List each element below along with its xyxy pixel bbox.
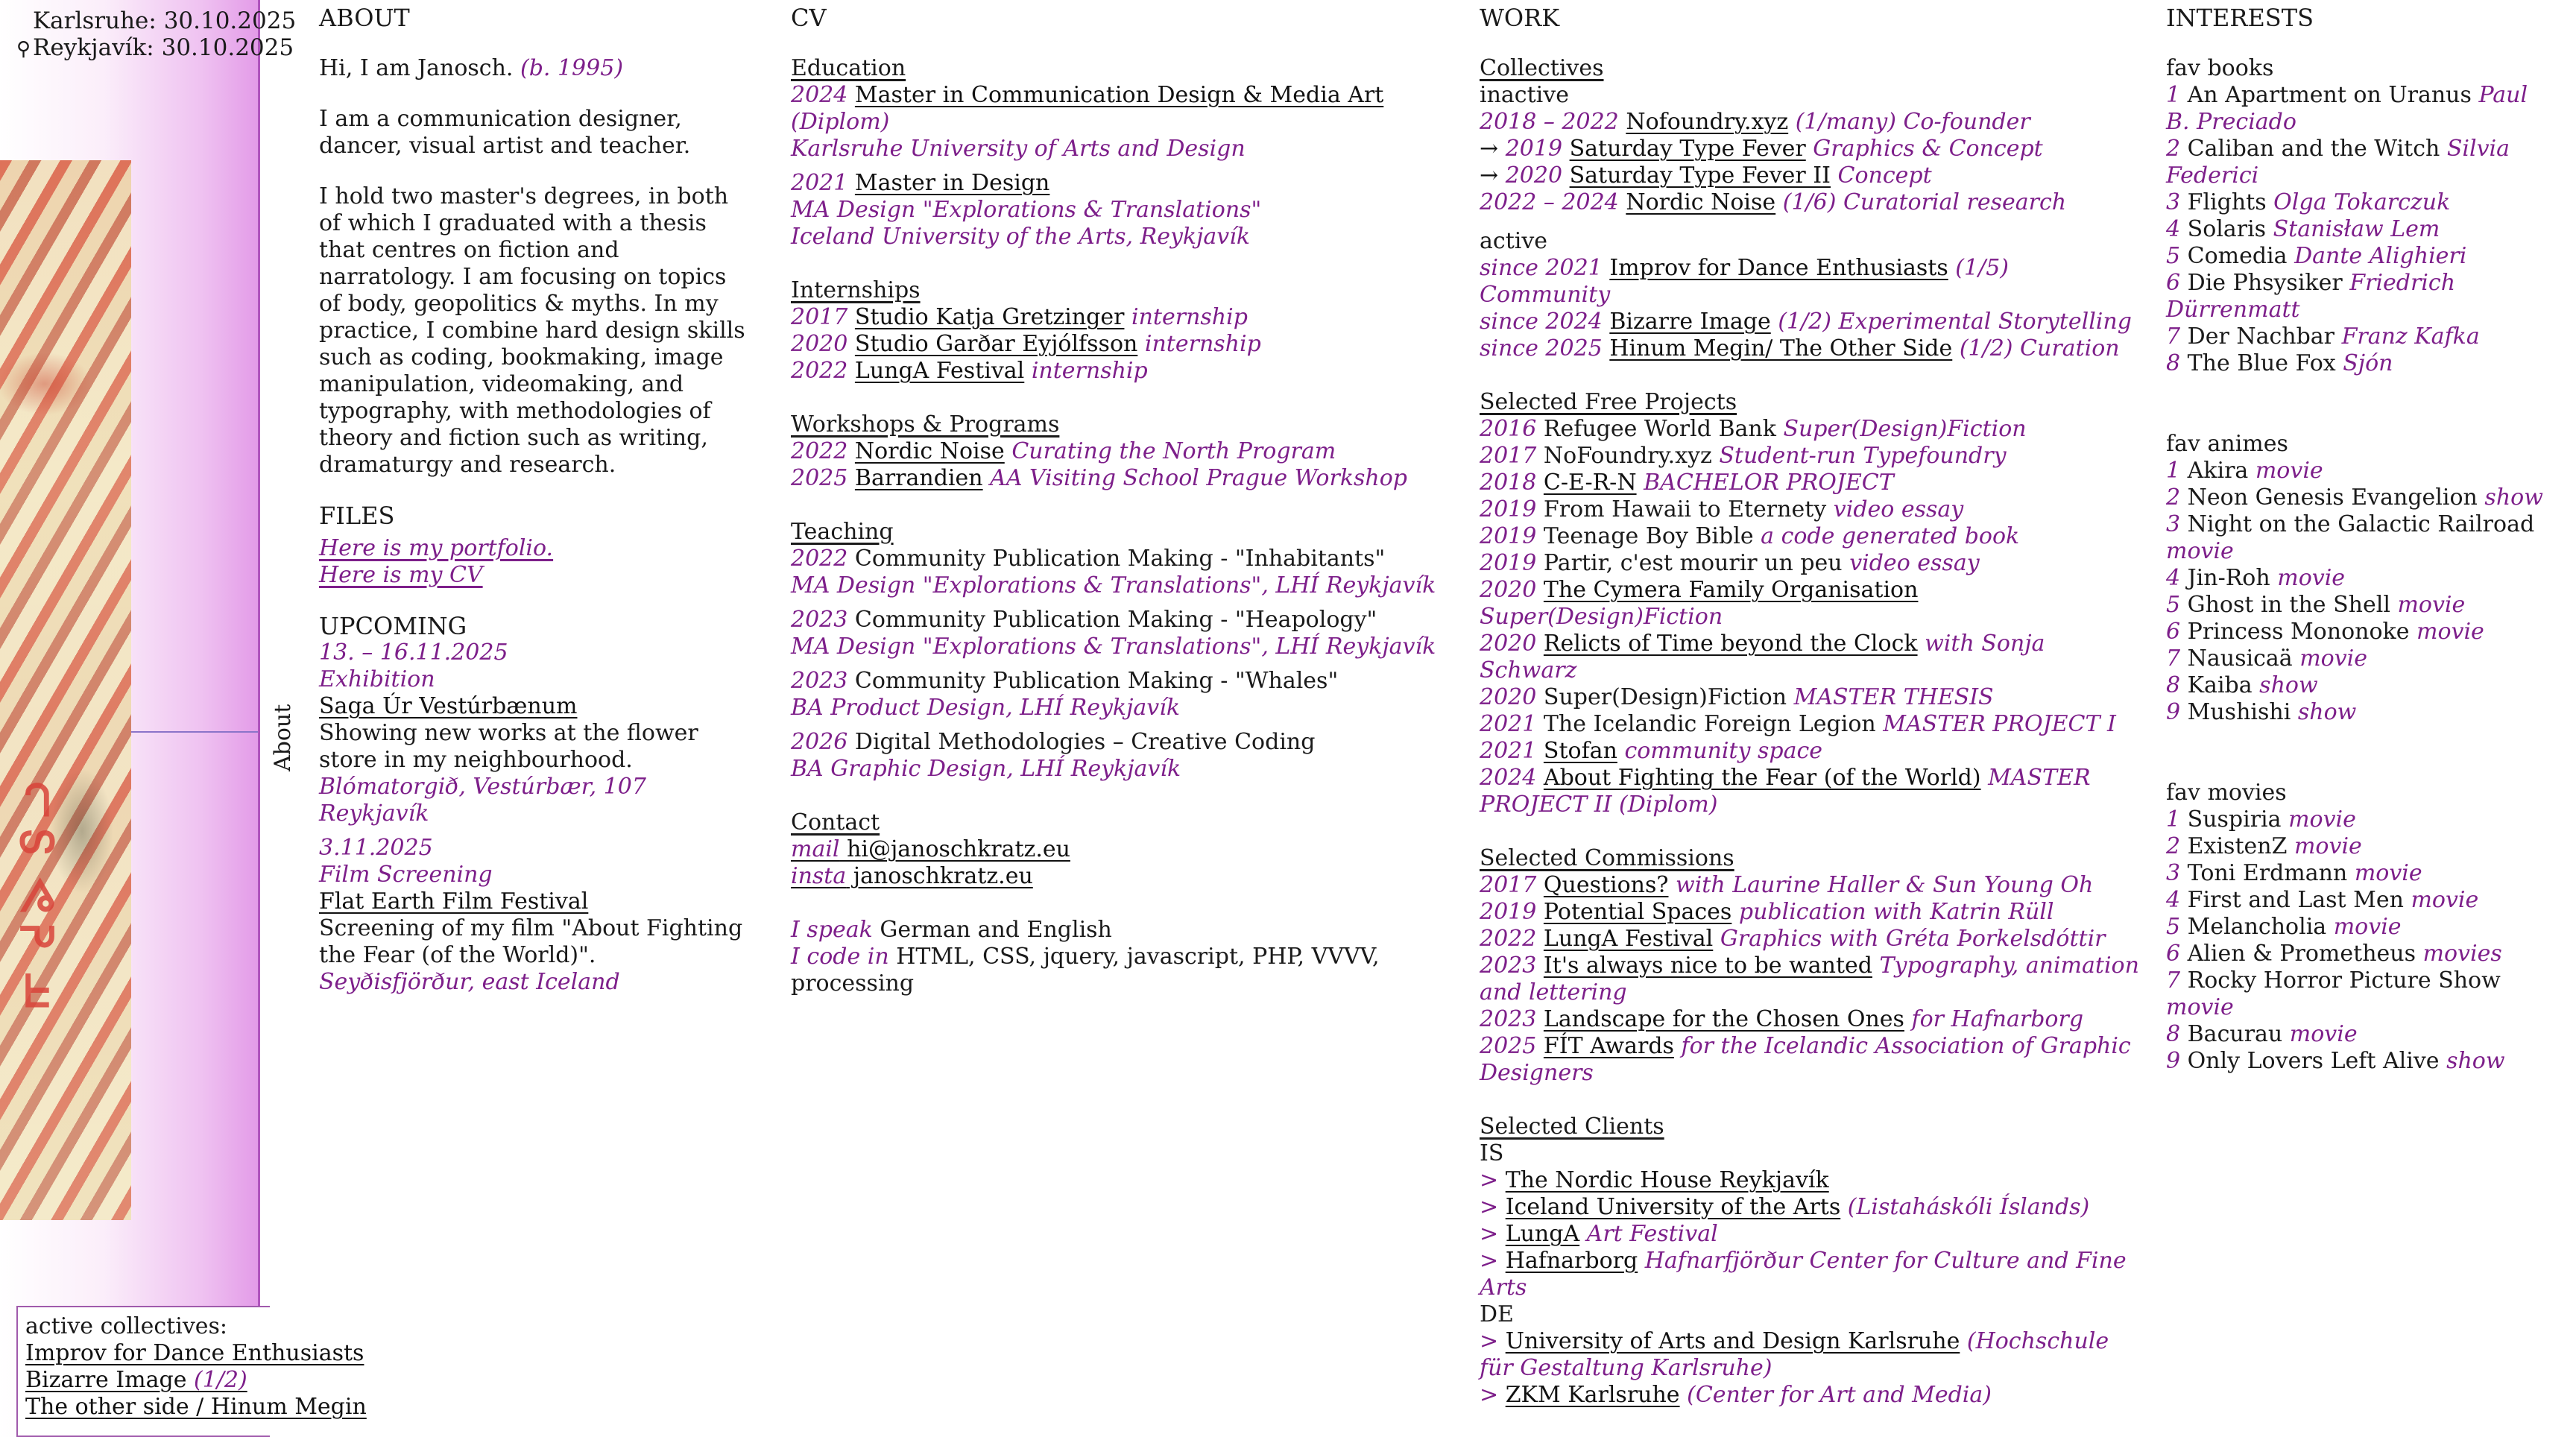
files-heading: FILES (319, 502, 395, 530)
item-meta: movie (2333, 914, 2402, 940)
item-meta: movie (2294, 833, 2362, 859)
internship-entry: 2022 LungA Festival internship (791, 358, 1148, 384)
workshop-entry: 2022 Nordic Noise Curating the North Program (791, 438, 1336, 464)
cv-link[interactable]: Here is my CV (319, 562, 483, 588)
movie-item (2166, 806, 2554, 833)
item-number: 3 (2166, 511, 2181, 537)
project-year: 2020 (1480, 577, 1537, 603)
project-year: 2019 (1480, 550, 1537, 576)
chevron-right-icon: > (1480, 1328, 1499, 1354)
artwork-image[interactable] (0, 160, 131, 1220)
commission-link[interactable]: Landscape for the Chosen Ones (1543, 1006, 1904, 1032)
collective-link[interactable]: Nordic Noise (1626, 189, 1776, 215)
movies-heading: fav movies (2166, 780, 2287, 806)
item-title: An Apartment on Uranus (2187, 82, 2472, 108)
item-meta: Dante Alighieri (2294, 243, 2467, 269)
client-link[interactable]: The Nordic House Reykjavík (1505, 1167, 1829, 1193)
anime-item (2166, 484, 2554, 511)
upcoming-item: 13. – 16.11.2025 Exhibition Saga Úr Vestúrbænum Showing new works at the flower store in my neighbourhood. Blómatorgið, Vestúrbær, 107 Reykjavík (319, 639, 755, 827)
collective-entry: → 2019 Saturday Type Fever Graphics & Concept (1480, 136, 2043, 162)
item-title: Toni Erdmann (2187, 860, 2348, 886)
item-number: 5 (2166, 914, 2181, 940)
project-note: MASTER PROJECT I (1883, 711, 2116, 737)
workshop-link[interactable]: Barrandien (854, 465, 983, 491)
collective-link-bizarre-image[interactable]: Bizarre Image (1/2) (25, 1367, 247, 1393)
about-intro: I am a communication designer, dancer, visual artist and teacher. (319, 106, 691, 159)
books-heading: fav books (2166, 55, 2274, 81)
commission-entry (1480, 926, 2139, 953)
free-project-entry (1480, 765, 2139, 818)
internship-link[interactable]: LungA Festival (854, 358, 1025, 384)
item-title: Kaiba (2187, 672, 2253, 698)
clock (16, 7, 296, 63)
arrow-right-icon: → (1480, 162, 1499, 189)
free-project-entry (1480, 416, 2139, 443)
collective-link[interactable]: Bizarre Image (1609, 309, 1771, 335)
work-heading: WORK (1480, 4, 1560, 32)
commission-year: 2022 (1480, 926, 1537, 952)
project-note: MASTER PROJECT II (Diplom) (1480, 765, 2091, 818)
languages: I speak German and English (791, 917, 1112, 943)
project-title: Refugee World Bank (1543, 416, 1776, 442)
teaching-entry: 2023 Community Publication Making - "Heapology" MA Design "Explorations & Translations", LHÍ Reykjavík (791, 607, 1436, 660)
item-number: 1 (2166, 458, 2181, 484)
contact-heading: Contact (791, 809, 880, 836)
movie-item (2166, 860, 2554, 887)
item-meta: Friedrich Dürrenmatt (2166, 270, 2456, 323)
book-item (2166, 243, 2554, 270)
client-entry (1480, 1194, 2139, 1221)
item-meta: Franz Kafka (2341, 323, 2480, 350)
item-title: Bacurau (2187, 1021, 2283, 1047)
book-item (2166, 82, 2554, 136)
item-title: Comedia (2187, 243, 2288, 269)
collectives-heading: Collectives (1480, 55, 1604, 81)
client-link[interactable]: University of Arts and Design Karlsruhe (1505, 1328, 1960, 1354)
project-title: Teenage Boy Bible (1543, 523, 1754, 549)
movie-item (2166, 887, 2554, 914)
free-project-entry (1480, 550, 2139, 577)
item-meta: movie (2288, 806, 2356, 833)
project-note: video essay (1849, 550, 1980, 576)
project-note: video essay (1833, 496, 1964, 522)
item-number: 6 (2166, 941, 2181, 967)
anime-item (2166, 458, 2554, 484)
client-link[interactable]: LungA (1505, 1221, 1580, 1247)
project-year: 2018 (1480, 470, 1537, 496)
cv-heading: CV (791, 4, 827, 32)
artwork-lettering: ᖷᕆᕓᔕᘂ (10, 771, 62, 1010)
free-project-entry (1480, 523, 2139, 550)
collective-entry: since 2021 Improv for Dance Enthusiasts (1/5) Community (1480, 255, 2009, 308)
education-heading: Education (791, 55, 906, 81)
project-title: Super(Design)Fiction (1543, 684, 1787, 710)
project-note: BACHELOR PROJECT (1644, 470, 1894, 496)
item-title: Mushishi (2187, 699, 2291, 725)
movie-item (2166, 1021, 2554, 1048)
collective-link[interactable]: Saturday Type Fever II (1569, 162, 1831, 189)
item-meta: Sjón (2343, 350, 2393, 376)
anime-item (2166, 645, 2554, 672)
collective-entry: since 2024 Bizarre Image (1/2) Experimental Storytelling (1480, 309, 2132, 335)
collective-link[interactable]: Nofoundry.xyz (1626, 109, 1789, 135)
arrow-right-icon: → (1480, 136, 1499, 162)
commission-entry (1480, 1006, 2139, 1033)
movie-item (2166, 833, 2554, 860)
item-meta: movie (2299, 645, 2368, 672)
client-link[interactable]: Iceland University of the Arts (1505, 1194, 1841, 1220)
commission-note: Graphics with Gréta Þorkelsdóttir (1720, 926, 2106, 952)
workshops-heading: Workshops & Programs (791, 411, 1060, 438)
book-item (2166, 323, 2554, 350)
education-title-link[interactable]: Master in Design (854, 170, 1050, 196)
collective-link[interactable]: Saturday Type Fever (1569, 136, 1806, 162)
project-note: a code generated book (1761, 523, 2020, 549)
commission-year: 2023 (1480, 953, 1537, 979)
item-number: 6 (2166, 619, 2181, 645)
location-pin-icon: ⚲ (16, 38, 31, 60)
item-number: 2 (2166, 484, 2181, 511)
free-project-entry (1480, 631, 2139, 684)
movie-item (2166, 967, 2554, 1021)
divider-line (131, 731, 258, 733)
item-meta: movie (2416, 619, 2484, 645)
item-number: 5 (2166, 243, 2181, 269)
project-note: Super(Design)Fiction (1480, 604, 1723, 630)
item-number: 5 (2166, 592, 2181, 618)
item-title: Der Nachbar (2187, 323, 2335, 350)
work-column (1480, 4, 2139, 1436)
item-title: Only Lovers Left Alive (2187, 1048, 2440, 1074)
chevron-right-icon: > (1480, 1167, 1499, 1193)
item-meta: movie (2411, 887, 2479, 913)
item-title: First and Last Men (2187, 887, 2404, 913)
project-link[interactable]: The Cymera Family Organisation (1543, 577, 1919, 603)
item-meta: show (2484, 484, 2543, 511)
collective-link[interactable]: Improv for Dance Enthusiasts (1609, 255, 1948, 281)
education-title-link[interactable]: Master in Communication Design & Media Art (854, 82, 1384, 108)
client-entry (1480, 1248, 2139, 1301)
active-label: active (1480, 228, 1548, 254)
item-meta: Paul B. Preciado (2166, 82, 2528, 135)
item-title: Akira (2187, 458, 2249, 484)
project-year: 2021 (1480, 738, 1537, 764)
free-project-entry (1480, 711, 2139, 738)
email-link[interactable]: mail hi@janoschkratz.eu (791, 836, 1070, 862)
movie-item (2166, 1048, 2554, 1075)
commission-year: 2019 (1480, 899, 1537, 925)
internship-entry: 2020 Studio Garðar Eyjólfsson internship (791, 331, 1261, 357)
item-meta: show (2259, 672, 2318, 698)
item-number: 7 (2166, 323, 2181, 350)
item-number: 2 (2166, 136, 2181, 162)
anime-item (2166, 699, 2554, 726)
about-column (319, 4, 755, 996)
client-entry (1480, 1167, 2139, 1194)
commission-year: 2023 (1480, 1006, 1537, 1032)
client-country: IS (1480, 1140, 1504, 1166)
client-note: Art Festival (1586, 1221, 1718, 1247)
anime-item (2166, 565, 2554, 592)
commission-entry (1480, 953, 2139, 1006)
project-year: 2017 (1480, 443, 1537, 469)
item-number: 1 (2166, 806, 2181, 833)
project-year: 2021 (1480, 711, 1537, 737)
about-heading: ABOUT (319, 4, 410, 32)
item-number: 7 (2166, 645, 2181, 672)
item-title: Ghost in the Shell (2187, 592, 2390, 618)
chevron-right-icon: > (1480, 1248, 1499, 1274)
item-meta: Stanisław Lem (2273, 216, 2440, 242)
clock-karlsruhe: Karlsruhe: 30.10.2025 (33, 7, 297, 34)
about-greeting: Hi, I am Janosch. (b. 1995) (319, 55, 624, 81)
project-link[interactable]: C-E-R-N (1543, 470, 1637, 496)
item-title: Melancholia (2187, 914, 2327, 940)
project-year: 2019 (1480, 523, 1537, 549)
item-number: 3 (2166, 189, 2181, 215)
upcoming-title-link[interactable]: Flat Earth Film Festival (319, 888, 589, 915)
free-projects-list (1480, 416, 2139, 818)
item-meta: movie (2166, 538, 2234, 564)
commissions-list (1480, 872, 2139, 1087)
commission-note: publication with Katrin Rüll (1738, 899, 2054, 925)
item-number: 4 (2166, 216, 2181, 242)
upcoming-title-link[interactable]: Saga Úr Vestúrbænum (319, 693, 578, 719)
item-meta: Olga Tokarczuk (2273, 189, 2451, 215)
item-meta: movie (2354, 860, 2422, 886)
commission-entry (1480, 1033, 2139, 1087)
project-title: The Icelandic Foreign Legion (1543, 711, 1876, 737)
workshop-link[interactable]: Nordic Noise (854, 438, 1005, 464)
client-link[interactable]: Hafnarborg (1505, 1248, 1638, 1274)
movie-item (2166, 914, 2554, 941)
item-meta: movie (2397, 592, 2466, 618)
item-number: 1 (2166, 82, 2181, 108)
item-title: Caliban and the Witch (2187, 136, 2440, 162)
book-item (2166, 270, 2554, 323)
project-link[interactable]: About Fighting the Fear (of the World) (1543, 765, 1981, 791)
animes-list (2166, 458, 2554, 726)
movies-list (2166, 806, 2554, 1075)
anime-item (2166, 619, 2554, 645)
item-title: Flights (2187, 189, 2267, 215)
commission-link[interactable]: LungA Festival (1543, 926, 1714, 952)
active-collectives-box (16, 1306, 367, 1437)
education-entry: 2024 Master in Communication Design & Media Art (Diplom) Karlsruhe University of Arts and Design (791, 82, 1384, 162)
free-project-entry (1480, 470, 2139, 496)
commission-link[interactable]: Questions? (1543, 872, 1669, 898)
clock-reykjavik: ⚲Reykjavík: 30.10.2025 (16, 34, 294, 61)
item-number: 9 (2166, 1048, 2181, 1074)
item-title: Solaris (2187, 216, 2267, 242)
instagram-link[interactable]: insta janoschkratz.eu (791, 863, 1033, 889)
project-note: Super(Design)Fiction (1783, 416, 2027, 442)
cv-column (791, 4, 1447, 997)
commission-year: 2025 (1480, 1033, 1537, 1059)
commission-link[interactable]: Potential Spaces (1543, 899, 1732, 925)
commission-entry (1480, 899, 2139, 926)
client-entry (1480, 1382, 2139, 1409)
section-label-about[interactable]: About (270, 704, 296, 772)
animes-heading: fav animes (2166, 431, 2288, 457)
collective-link-other-side[interactable]: The other side / Hinum Megin (25, 1394, 367, 1420)
teaching-heading: Teaching (791, 519, 894, 545)
item-number: 8 (2166, 350, 2181, 376)
item-number: 8 (2166, 672, 2181, 698)
education-entry: 2021 Master in Design MA Design "Explorations & Translations" Iceland University of the Arts, Reykjavík (791, 170, 1262, 250)
item-title: Alien & Prometheus (2187, 941, 2416, 967)
commission-note: for the Icelandic Association of Graphic Designers (1480, 1033, 2131, 1086)
internship-link[interactable]: Studio Garðar Eyjólfsson (854, 331, 1138, 357)
item-number: 4 (2166, 565, 2181, 591)
project-note: community space (1624, 738, 1823, 764)
free-project-entry (1480, 684, 2139, 711)
free-project-entry (1480, 443, 2139, 470)
item-number: 9 (2166, 699, 2181, 725)
book-item (2166, 189, 2554, 216)
item-meta: movie (2277, 565, 2346, 591)
project-year: 2020 (1480, 684, 1537, 710)
item-title: The Blue Fox (2187, 350, 2336, 376)
item-title: Nausicaä (2187, 645, 2293, 672)
project-link[interactable]: Stofan (1543, 738, 1617, 764)
item-meta: show (2446, 1048, 2505, 1074)
item-number: 4 (2166, 887, 2181, 913)
collective-entry: 2018 – 2022 Nofoundry.xyz (1/many) Co-founder (1480, 109, 2030, 135)
project-note: Student-run Typefoundry (1719, 443, 2007, 469)
item-number: 8 (2166, 1021, 2181, 1047)
client-note: (Hochschule für Gestaltung Karlsruhe) (1480, 1328, 2109, 1381)
books-list (2166, 82, 2554, 377)
item-title: Rocky Horror Picture Show (2187, 967, 2501, 994)
client-link[interactable]: ZKM Karlsruhe (1505, 1382, 1680, 1408)
project-year: 2016 (1480, 416, 1537, 442)
item-title: Suspiria (2187, 806, 2282, 833)
item-meta: movie (2255, 458, 2323, 484)
item-title: Jin-Roh (2187, 565, 2270, 591)
project-year: 2024 (1480, 765, 1537, 791)
book-item (2166, 350, 2554, 377)
item-title: Princess Mononoke (2187, 619, 2410, 645)
project-year: 2020 (1480, 631, 1537, 657)
commission-link[interactable]: It's always nice to be wanted (1543, 953, 1872, 979)
collective-entry: 2022 – 2024 Nordic Noise (1/6) Curatorial research (1480, 189, 2067, 215)
item-meta: movies (2422, 941, 2502, 967)
client-note: (Listaháskóli Íslands) (1847, 1194, 2090, 1220)
commissions-heading: Selected Commissions (1480, 845, 1734, 871)
book-item (2166, 216, 2554, 243)
chevron-right-icon: > (1480, 1382, 1499, 1408)
item-title: Die Phsysiker (2187, 270, 2343, 296)
client-note: (Center for Art and Media) (1687, 1382, 1992, 1408)
about-bio: I hold two master's degrees, in both of which I graduated with a thesis that centres on fiction and narratology. I am focusing on topics of body, geopolitics & myths. In my practice, I combine hard design skills such as coding, bookmaking, image manipulation, videomaking, and typography, with methodologies of theory and fiction such as writing, dramaturgy and research. (319, 183, 745, 478)
upcoming-item: 3.11.2025 Film Screening Flat Earth Film Festival Screening of my film "About Fighting the Fear (of the World)". Seyðisfjörður, east Iceland (319, 835, 755, 996)
project-note: MASTER THESIS (1793, 684, 1994, 710)
project-link[interactable]: Relicts of Time beyond the Clock (1543, 631, 1918, 657)
collective-entry: since 2025 Hinum Megin/ The Other Side (1/2) Curation (1480, 335, 2120, 361)
free-projects-heading: Selected Free Projects (1480, 389, 1737, 415)
clients-list (1480, 1140, 2139, 1409)
project-title: Partir, c'est mourir un peu (1543, 550, 1843, 576)
item-meta: movie (2289, 1021, 2358, 1047)
item-title: Night on the Galactic Railroad (2187, 511, 2535, 537)
commission-link[interactable]: FÍT Awards (1543, 1033, 1674, 1059)
client-country: DE (1480, 1301, 1514, 1327)
collective-link[interactable]: Hinum Megin/ The Other Side (1609, 335, 1953, 361)
commission-note: for Hafnarborg (1911, 1006, 2084, 1032)
project-title: NoFoundry.xyz (1543, 443, 1712, 469)
teaching-entry: 2022 Community Publication Making - "Inhabitants" MA Design "Explorations & Translations", LHÍ Reykjavík (791, 546, 1436, 599)
chevron-right-icon: > (1480, 1194, 1499, 1220)
item-number: 2 (2166, 833, 2181, 859)
anime-item (2166, 511, 2554, 565)
item-number: 7 (2166, 967, 2181, 994)
item-meta: show (2297, 699, 2357, 725)
item-number: 3 (2166, 860, 2181, 886)
chevron-right-icon: > (1480, 1221, 1499, 1247)
free-project-entry (1480, 738, 2139, 765)
commission-note: Typography, animation and lettering (1480, 953, 2139, 1005)
client-note: Hafnarfjörður Center for Culture and Fine Arts (1480, 1248, 2127, 1301)
book-item (2166, 136, 2554, 189)
teaching-entry: 2023 Community Publication Making - "Whales" BA Product Design, LHÍ Reykjavík (791, 668, 1339, 721)
anime-item (2166, 592, 2554, 619)
internship-entry: 2017 Studio Katja Gretzinger internship (791, 304, 1248, 330)
project-title: From Hawaii to Eternety (1543, 496, 1827, 522)
commission-note: with Laurine Haller & Sun Young Oh (1676, 872, 2094, 898)
portfolio-link[interactable]: Here is my portfolio. (319, 535, 554, 561)
teaching-entry: 2026 Digital Methodologies – Creative Coding BA Graphic Design, LHÍ Reykjavík (791, 729, 1316, 782)
internships-heading: Internships (791, 277, 921, 303)
client-entry (1480, 1221, 2139, 1248)
project-note: with Sonja Schwarz (1480, 631, 2045, 683)
internship-link[interactable]: Studio Katja Gretzinger (854, 304, 1125, 330)
coding-skills: I code in HTML, CSS, jquery, javascript, PHP, VVVV, processing (791, 944, 1380, 997)
movie-item (2166, 941, 2554, 967)
item-title: ExistenZ (2187, 833, 2288, 859)
item-meta: Silvia Federici (2166, 136, 2510, 189)
upcoming-heading: UPCOMING (319, 612, 467, 640)
interests-column (2166, 4, 2554, 1075)
free-project-entry (1480, 577, 2139, 631)
commission-entry (1480, 872, 2139, 899)
project-year: 2019 (1480, 496, 1537, 522)
free-project-entry (1480, 496, 2139, 523)
collective-link-improv[interactable]: Improv for Dance Enthusiasts (25, 1340, 364, 1366)
inactive-label: inactive (1480, 82, 1569, 108)
workshop-entry: 2025 Barrandien AA Visiting School Prague Workshop (791, 465, 1407, 491)
item-meta: movie (2166, 994, 2234, 1020)
anime-item (2166, 672, 2554, 699)
active-collectives-title: active collectives: (25, 1313, 228, 1339)
collective-entry: → 2020 Saturday Type Fever II Concept (1480, 162, 1932, 189)
item-title: Neon Genesis Evangelion (2187, 484, 2478, 511)
item-number: 6 (2166, 270, 2181, 296)
client-entry (1480, 1328, 2139, 1382)
interests-heading: INTERESTS (2166, 4, 2314, 32)
commission-year: 2017 (1480, 872, 1537, 898)
clients-heading: Selected Clients (1480, 1114, 1664, 1140)
